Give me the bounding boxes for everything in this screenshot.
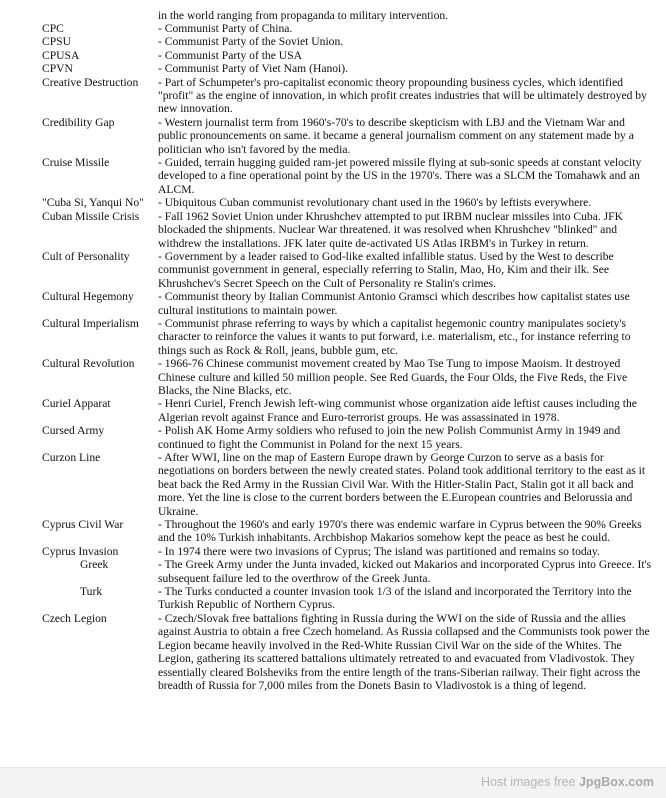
image-host-footer bbox=[0, 767, 666, 798]
host-brand-link[interactable]: JpgBox.com bbox=[578, 775, 654, 789]
glossary-definition: - Part of Schumpeter's pro-capitalist economic theory propounding business cycles, which identified "profit" as the engine of innovation, in which profit creates industries that will be ultimately destroyed by new innovation. bbox=[158, 75, 647, 116]
glossary-definition: - Communist theory by Italian Communist Antonio Gramsci which describes how capitalist states use cultural institutions to maintain power. bbox=[158, 290, 630, 317]
glossary-definition: - Guided, terrain hugging guided ram-jet powered missile flying at sub-sonic speeds at constant velocity developed to a fine operational point by the US in the 1970's. There was a SLCM the Tomahawk and an ALCM. bbox=[158, 156, 642, 196]
glossary-term: CPSU bbox=[42, 35, 72, 49]
glossary-subterm: Turk bbox=[80, 585, 103, 599]
glossary-entry bbox=[42, 518, 654, 545]
glossary-entry bbox=[42, 22, 654, 35]
glossary-subterm: Greek bbox=[80, 558, 109, 572]
glossary-term: Cyprus Invasion bbox=[42, 544, 119, 558]
glossary-definition: - Polish AK Home Army soldiers who refused to join the new Polish Communist Army in 1949 and continued to fight the Communist in Poland for the next 15 years. bbox=[158, 424, 621, 451]
continuation-line: in the world ranging from propaganda to military intervention. bbox=[158, 9, 449, 22]
glossary-list bbox=[42, 22, 654, 692]
glossary-definition: - Henri Curiel, French Jewish left-wing communist whose organization aide leftist causes including the Algerian revolt against France and Euro-terrorist groups. He was assassinated in 1978. bbox=[158, 397, 637, 424]
host-credit[interactable] bbox=[481, 775, 654, 789]
glossary-entry bbox=[42, 116, 654, 156]
glossary-term: Creative Destruction bbox=[42, 75, 139, 89]
glossary-term: Cult of Personality bbox=[42, 249, 130, 263]
glossary-term: Credibility Gap bbox=[42, 115, 115, 129]
glossary-entry bbox=[42, 210, 654, 250]
glossary-entry bbox=[42, 612, 654, 692]
glossary-entry bbox=[42, 156, 654, 196]
glossary-term: CPC bbox=[42, 22, 64, 35]
glossary-entry bbox=[42, 35, 654, 48]
glossary-entry bbox=[42, 545, 654, 558]
glossary-definition: - 1966-76 Chinese communist movement created by Mao Tse Tung to impose Maoism. It destroyed Chinese culture and killed 50 million people. See Red Guards, the Four Olds, the Five Reds, the Five Blacks, the Nine Blacks, etc. bbox=[158, 357, 628, 397]
glossary-term: Cultural Revolution bbox=[42, 357, 135, 371]
glossary-entry bbox=[42, 317, 654, 357]
glossary-entry bbox=[42, 250, 654, 290]
glossary-term: Cultural Imperialism bbox=[42, 316, 139, 330]
glossary-definition: - In 1974 there were two invasions of Cyprus; The island was partitioned and remains so today. bbox=[158, 544, 600, 558]
glossary-definition: - Ubiquitous Cuban communist revolutionary chant used in the 1960's by leftists everywhere. bbox=[158, 196, 592, 210]
glossary-entry bbox=[42, 76, 654, 116]
glossary-term: CPVN bbox=[42, 62, 73, 76]
glossary-definition: - The Turks conducted a counter invasion took 1/3 of the island and incorporated the Territory into the Turkish Republic of Northern Cyprus. bbox=[158, 585, 632, 612]
glossary-definition: - The Greek Army under the Junta invaded, kicked out Makarios and incorporated Cyprus into Greece. It's subsequent failure led to the overthrow of the Greek Junta. bbox=[158, 558, 652, 585]
glossary-entry bbox=[42, 357, 654, 397]
glossary-entry bbox=[42, 397, 654, 424]
glossary-entry bbox=[42, 196, 654, 209]
glossary-term: "Cuba Si, Yanqui No" bbox=[42, 196, 144, 210]
glossary-definition: - Communist Party of Viet Nam (Hanoi). bbox=[158, 62, 349, 76]
host-credit-prefix: Host images free bbox=[481, 775, 579, 789]
glossary-subentry bbox=[42, 558, 654, 585]
glossary-definition: - Communist phrase referring to ways by which a capitalist hegemonic country manipulates society's character to reinforce the values it wants to put forward, i.e. materialism, etc., for instance referring to things such as Rock & Roll, jeans, bubble gum, etc. bbox=[158, 316, 631, 357]
glossary-definition: - Communist Party of China. bbox=[158, 22, 293, 35]
glossary-definition: - Government by a leader raised to God-like exalted infallible status. Used by the West to describe communist government in general, especially referring to Stalin, Mao, Ho, Kim and their ilk. See Khrushchev's Secret Speech on the Cult of Personality re Stalin's crimes. bbox=[158, 249, 614, 290]
glossary-term: Czech Legion bbox=[42, 611, 107, 625]
glossary-subentry bbox=[42, 585, 654, 612]
glossary-entry bbox=[42, 62, 654, 75]
glossary-term: Cyprus Civil War bbox=[42, 518, 124, 532]
glossary-definition: - Throughout the 1960's and early 1970's there was endemic warfare in Cyprus between the 90% Greeks and the 10% Turkish inhabitants. Archbishop Makarios somehow kept the peace as best he could. bbox=[158, 518, 642, 545]
glossary-entry bbox=[42, 424, 654, 451]
glossary-term: Cruise Missile bbox=[42, 156, 110, 170]
glossary-term: Cultural Hegemony bbox=[42, 290, 134, 304]
glossary-term: Cuban Missile Crisis bbox=[42, 209, 140, 223]
glossary-term: Curiel Apparat bbox=[42, 397, 111, 411]
glossary-definition: - After WWI, line on the map of Eastern Europe drawn by George Curzon to serve as a basis for negotiations on borders between the newly created states. Poland took additional territory to the east as it beat back the Red Army in the Russian Civil War. With the Hitler-Stalin Pact, Stalin got it all back and more. Yet the line is close to the current borders between the E.European countries and Belorussia and Ukraine. bbox=[158, 451, 646, 518]
glossary-term: CPUSA bbox=[42, 48, 80, 62]
glossary-definition: - Communist Party of the Soviet Union. bbox=[158, 35, 344, 49]
glossary-definition: - Western journalist term from 1960's-70's to describe skepticism with LBJ and the Vietnam War and public pronouncements on same. it became a general journalism comment on any statement made by a politician who isn't favored by the media. bbox=[158, 115, 634, 156]
glossary-entry bbox=[42, 451, 654, 518]
glossary-definition: - Fall 1962 Soviet Union under Khrushchev attempted to put IRBM nuclear missiles into Cuba. JFK blockaded the shipments. Nuclear War threatened. it was resolved when Khrushchev "blinked" and withdrew the installations. JFK later quite de-activated US Atlas IRBM's in Turkey in return. bbox=[158, 209, 623, 250]
glossary-entry bbox=[42, 49, 654, 62]
glossary-definition: - Czech/Slovak free battalions fighting in Russia during the WWI on the side of Russia and the allies against Austria to obtain a free Czech homeland. As Russia collapsed and the Communists took power the Legion became heavily involved in the Red-White Russian Civil War on the side of the Whites. The Legion, gathering its scattered battalions ultimately retreated to and evacuated from Vladivostok. They essentially cleared Bolsheviks from the entire length of the trans-Siberian railway. Their fight across the breadth of Russia for 7,000 miles from the Donets Basin to Vladivostok is a thing of legend. bbox=[158, 611, 650, 692]
glossary-entry bbox=[42, 290, 654, 317]
glossary-definition: - Communist Party of the USA bbox=[158, 48, 302, 62]
glossary-term: Cursed Army bbox=[42, 424, 105, 438]
glossary-term: Curzon Line bbox=[42, 451, 101, 464]
